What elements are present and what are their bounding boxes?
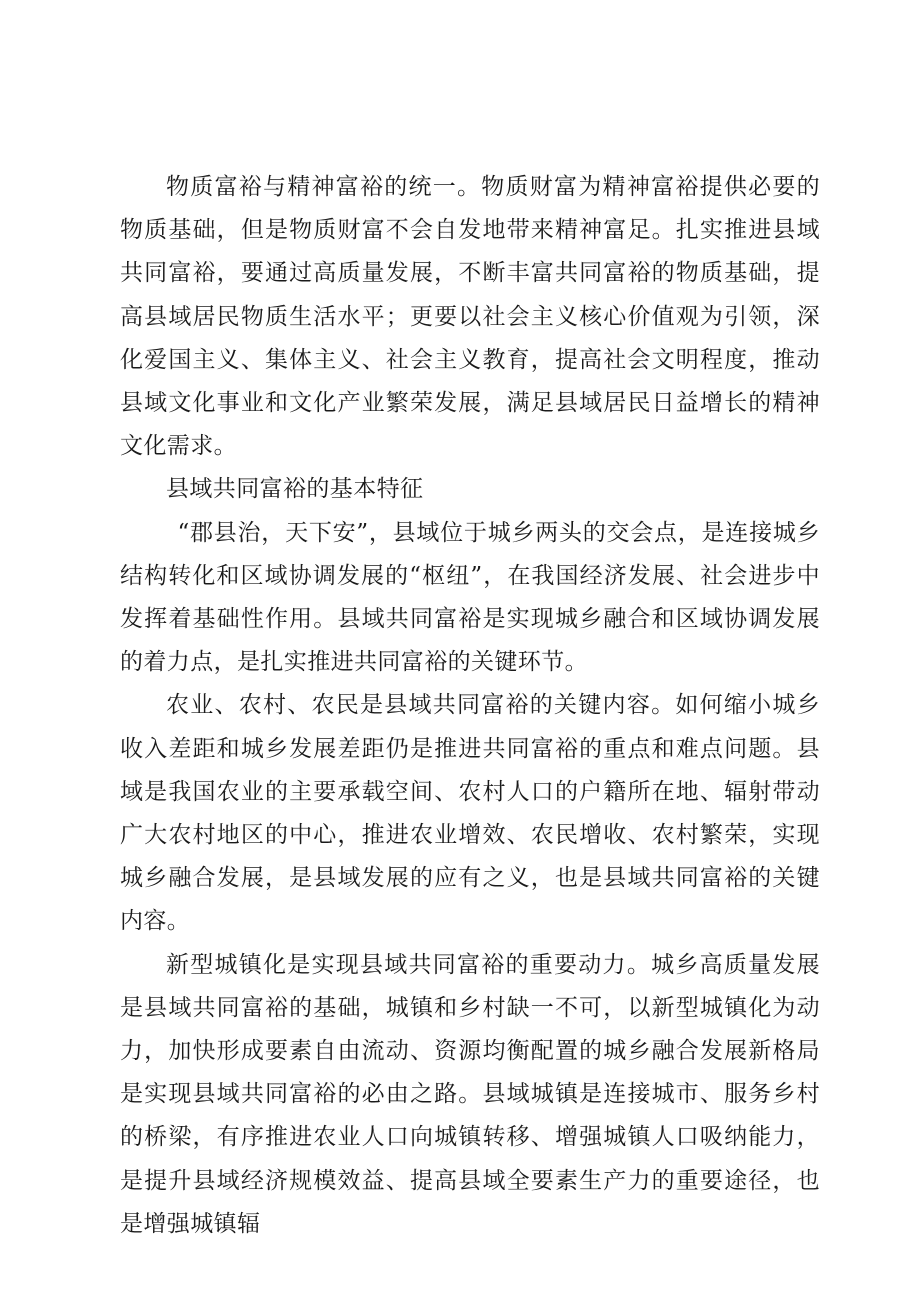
paragraph-county-hub: “郡县治，天下安”，县域位于城乡两头的交会点，是连接城乡结构转化和区域协调发展的“枢纽”，在我国经济发展、社会进步中发挥着基础性作用。县域共同富裕是实现城乡融合和区域协调发展的着力点，是扎实推进共同富裕的关键环节。	[120, 519, 820, 676]
document-body	[120, 166, 820, 1246]
section-heading: 县域共同富裕的基本特征	[166, 476, 424, 503]
paragraph-agriculture: 农业、农村、农民是县域共同富裕的关键内容。如何缩小城乡收入差距和城乡发展差距仍是推进共同富裕的重点和难点问题。县域是我国农业的主要承载空间、农村人口的户籍所在地、辐射带动广大农村地区的中心，推进农业增效、农民增收、农村繁荣，实现城乡融合发展，是县域发展的应有之义，也是县域共同富裕的关键内容。	[120, 692, 820, 935]
paragraph-material-spiritual: 物质富裕与精神富裕的统一。物质财富为精神富裕提供必要的物质基础，但是物质财富不会自发地带来精神富足。扎实推进县域共同富裕，要通过高质量发展，不断丰富共同富裕的物质基础，提高县域居民物质生活水平；更要以社会主义核心价值观为引领，深化爱国主义、集体主义、社会主义教育，提高社会文明程度，推动县域文化事业和文化产业繁荣发展，满足县域居民日益增长的精神文化需求。	[120, 174, 820, 460]
paragraph-urbanization: 新型城镇化是实现县域共同富裕的重要动力。城乡高质量发展是县域共同富裕的基础，城镇和乡村缺一不可，以新型城镇化为动力，加快形成要素自由流动、资源均衡配置的城乡融合发展新格局是实现县域共同富裕的必由之路。县域城镇是连接城市、服务乡村的桥梁，有序推进农业人口向城镇转移、增强城镇人口吸纳能力，是提升县域经济规模效益、提高县域全要素生产力的重要途径，也是增强城镇辐	[120, 951, 820, 1237]
